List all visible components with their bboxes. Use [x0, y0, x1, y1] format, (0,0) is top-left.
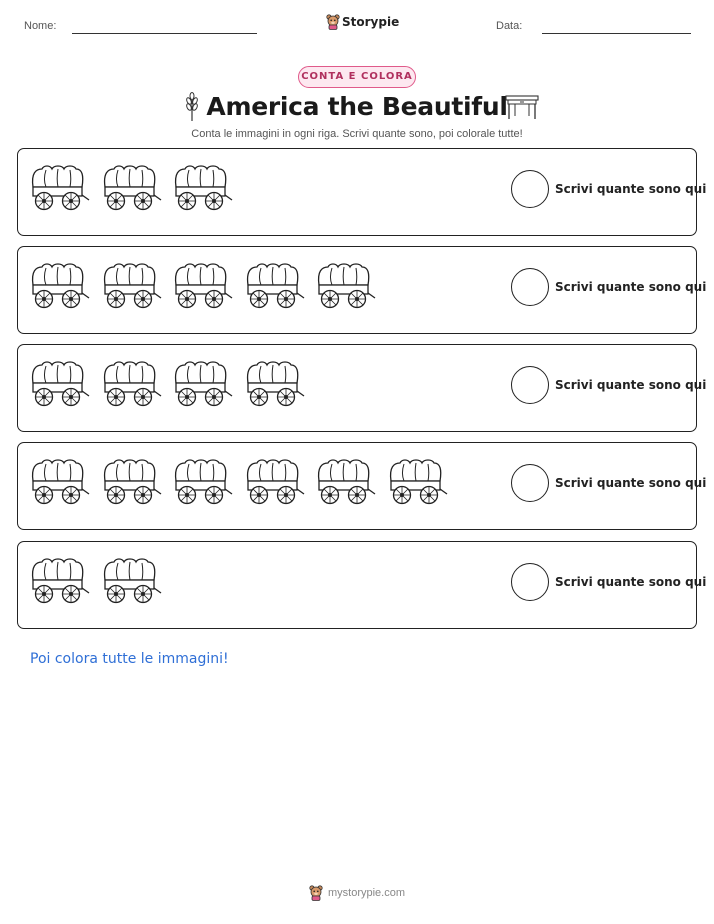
name-field-line[interactable]	[72, 33, 257, 34]
covered-wagon-icon[interactable]	[316, 457, 376, 509]
answer-circle[interactable]	[511, 170, 549, 208]
answer-circle[interactable]	[511, 268, 549, 306]
bear-mascot-icon	[309, 885, 323, 901]
covered-wagon-icon[interactable]	[30, 359, 90, 411]
worksheet-header	[0, 0, 714, 50]
covered-wagon-icon[interactable]	[245, 261, 305, 313]
covered-wagon-icon[interactable]	[30, 261, 90, 313]
name-label: Nome:	[24, 20, 57, 32]
bear-mascot-icon	[326, 14, 340, 30]
covered-wagon-icon[interactable]	[173, 261, 233, 313]
counting-row	[17, 148, 707, 236]
wagon-group	[30, 556, 173, 608]
desk-icon	[505, 94, 539, 120]
answer-circle[interactable]	[511, 563, 549, 601]
answer-label: Scrivi quante sono qui	[555, 476, 707, 490]
covered-wagon-icon[interactable]	[30, 163, 90, 215]
wagon-group	[30, 457, 459, 509]
site-footer	[0, 885, 714, 901]
activity-badge: CONTA E COLORA	[298, 66, 416, 88]
covered-wagon-icon[interactable]	[102, 556, 162, 608]
covered-wagon-icon[interactable]	[173, 457, 233, 509]
wagon-group	[30, 359, 316, 411]
covered-wagon-icon[interactable]	[388, 457, 448, 509]
coloring-instruction: Poi colora tutte le immagini!	[30, 651, 229, 667]
covered-wagon-icon[interactable]	[102, 163, 162, 215]
covered-wagon-icon[interactable]	[30, 457, 90, 509]
answer-circle[interactable]	[511, 464, 549, 502]
covered-wagon-icon[interactable]	[102, 261, 162, 313]
answer-label: Scrivi quante sono qui	[555, 182, 707, 196]
covered-wagon-icon[interactable]	[102, 457, 162, 509]
counting-row	[17, 246, 707, 334]
date-label: Data:	[496, 20, 523, 32]
instructions: Conta le immagini in ogni riga. Scrivi quante sono, poi colorale tutte!	[191, 128, 523, 140]
answer-label: Scrivi quante sono qui	[555, 575, 707, 589]
covered-wagon-icon[interactable]	[30, 556, 90, 608]
answer-label: Scrivi quante sono qui	[555, 378, 707, 392]
covered-wagon-icon[interactable]	[102, 359, 162, 411]
date-field-line[interactable]	[542, 33, 691, 34]
covered-wagon-icon[interactable]	[316, 261, 376, 313]
answer-circle[interactable]	[511, 366, 549, 404]
covered-wagon-icon[interactable]	[245, 359, 305, 411]
brand-logo	[326, 14, 399, 30]
brand-name: Storypie	[342, 15, 400, 29]
counting-row	[17, 442, 707, 530]
counting-row	[17, 541, 707, 629]
page-title: America the Beautiful	[206, 92, 508, 121]
wagon-group	[30, 163, 245, 215]
answer-label: Scrivi quante sono qui	[555, 280, 707, 294]
wagon-group	[30, 261, 388, 313]
covered-wagon-icon[interactable]	[173, 163, 233, 215]
covered-wagon-icon[interactable]	[245, 457, 305, 509]
counting-row	[17, 344, 707, 432]
site-url: mystorypie.com	[327, 887, 406, 899]
covered-wagon-icon[interactable]	[173, 359, 233, 411]
